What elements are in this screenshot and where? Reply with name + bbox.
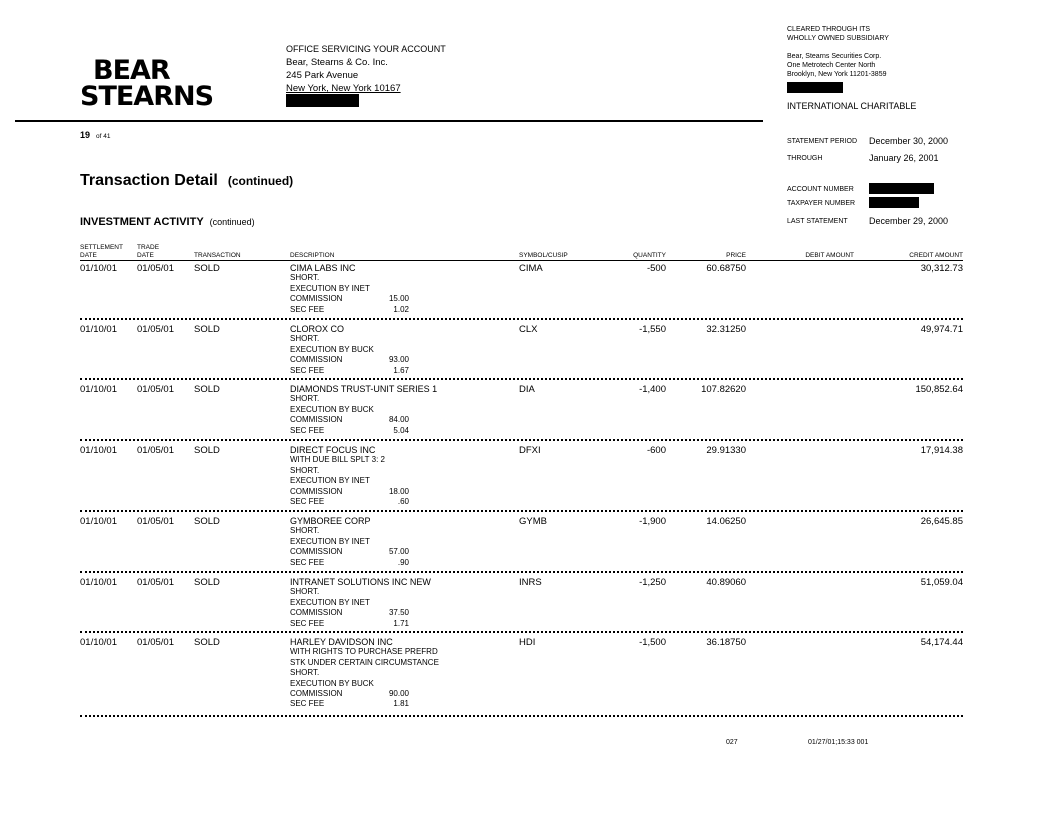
commission-label: COMMISSION [290,355,343,365]
price: 14.06250 [706,516,746,527]
transaction-type: SOLD [194,324,220,335]
office-street: 245 Park Avenue [286,70,359,81]
settlement-date: 01/10/01 [80,516,117,527]
col-settlement-2: DATE [80,252,97,259]
office-name: Bear, Stearns & Co. Inc. [286,57,388,68]
price: 107.82620 [701,384,746,395]
credit-amount: 30,312.73 [920,263,963,274]
sec-fee-amount: 5.04 [393,425,409,435]
symbol: HDI [519,637,536,648]
redacted-box [286,94,359,107]
office-city: New York, New York 10167 [286,83,401,94]
office-label: OFFICE SERVICING YOUR ACCOUNT [286,44,446,54]
commission-amount: 18.00 [388,486,409,496]
transaction-type: SOLD [194,445,220,456]
symbol: DIA [519,384,535,395]
last-statement-label: LAST STATEMENT [787,218,848,225]
description-line: SHORT. [290,668,320,678]
description-line: EXECUTION BY INET [290,476,370,486]
trade-date: 01/05/01 [137,445,174,456]
description [290,445,409,507]
sec-fee-line [290,699,439,709]
sec-fee-label: SEC FEE [290,497,325,507]
settlement-date: 01/10/01 [80,384,117,395]
redacted-account-number [869,183,934,194]
settlement-date: 01/10/01 [80,445,117,456]
col-description: DESCRIPTION [290,252,335,259]
title-continued: (continued) [227,174,294,188]
sec-fee-label: SEC FEE [290,557,325,567]
row-separator [80,510,963,512]
commission-label: COMMISSION [290,486,343,496]
price: 36.18750 [706,637,746,648]
section-main: INVESTMENT ACTIVITY [80,216,204,228]
trade-date: 01/05/01 [137,637,174,648]
commission-label: COMMISSION [290,608,343,618]
col-trade-1: TRADE [137,244,160,251]
trade-date: 01/05/01 [137,577,174,588]
price: 40.89060 [706,577,746,588]
col-transaction: TRANSACTION [194,252,241,259]
account-name: INTERNATIONAL CHARITABLE [787,101,917,111]
sec-fee-amount: 1.81 [393,699,409,709]
transaction-type: SOLD [194,577,220,588]
description [290,516,409,568]
quantity: -1,550 [639,324,666,335]
clearing-line-1: CLEARED THROUGH ITS [787,26,871,33]
clearing-city: Brooklyn, New York 11201-3859 [787,71,887,78]
col-quantity: QUANTITY [633,252,666,259]
col-trade-date [137,244,159,260]
col-symbol: SYMBOL/CUSIP [519,252,568,259]
description-line: WITH RIGHTS TO PURCHASE PREFRD [290,647,438,657]
sec-fee-label: SEC FEE [290,618,325,628]
commission-amount: 93.00 [388,355,409,365]
section-heading [80,216,255,228]
col-settlement-date [80,244,123,260]
row-separator [80,715,963,717]
col-price: PRICE [726,252,746,259]
clearing-corp: Bear, Stearns Securities Corp. [787,53,882,60]
col-credit: CREDIT AMOUNT [909,252,963,259]
credit-amount: 49,974.71 [920,324,963,335]
trade-date: 01/05/01 [137,324,174,335]
commission-line [290,547,409,557]
commission-amount: 90.00 [388,689,409,699]
sec-fee-label: SEC FEE [290,425,325,435]
col-trade-2: DATE [137,252,154,259]
commission-amount: 57.00 [388,547,409,557]
quantity: -500 [646,263,666,274]
logo-line-2: STEARNS [80,81,214,112]
redacted-taxpayer-number [869,197,919,208]
transaction-type: SOLD [194,516,220,527]
credit-amount: 26,645.85 [920,516,963,527]
col-settlement-1: SETTLEMENT [80,244,123,251]
quantity: -1,250 [639,577,666,588]
security-name: CLOROX CO [290,324,345,334]
commission-label: COMMISSION [290,547,343,557]
description-line: SHORT. [290,587,320,597]
row-separator [80,631,963,633]
transaction-type: SOLD [194,384,220,395]
sec-fee-line [290,558,409,568]
settlement-date: 01/10/01 [80,637,117,648]
commission-line [290,294,409,304]
trade-date: 01/05/01 [137,384,174,395]
description [290,384,437,436]
price: 29.91330 [706,445,746,456]
description-line: EXECUTION BY INET [290,536,370,546]
clearing-line-2: WHOLLY OWNED SUBSIDIARY [787,35,889,42]
symbol: DFXI [519,445,541,456]
description-line: SHORT. [290,394,320,404]
settlement-date: 01/10/01 [80,263,117,274]
security-name: DIAMONDS TRUST-UNIT SERIES 1 [290,384,438,394]
bear-stearns-logo [80,55,214,112]
description [290,324,409,376]
description [290,577,431,629]
description-line: SHORT. [290,526,320,536]
row-separator [80,439,963,441]
commission-amount: 84.00 [388,415,409,425]
description-line: SHORT. [290,334,320,344]
sec-fee-amount: 1.67 [393,365,409,375]
quantity: -600 [646,445,666,456]
footer-timestamp: 01/27/01;15:33 001 [808,739,869,746]
statement-period-label: STATEMENT PERIOD [787,138,858,145]
clearing-address [787,52,887,96]
credit-amount: 54,174.44 [920,637,963,648]
footer-code: 027 [726,739,738,746]
symbol: INRS [519,577,542,588]
page-number [80,130,110,140]
commission-line [290,355,409,365]
trade-date: 01/05/01 [137,263,174,274]
settlement-date: 01/10/01 [80,324,117,335]
page-title [80,172,293,190]
description-line: EXECUTION BY BUCK [290,404,374,414]
sec-fee-label: SEC FEE [290,365,325,375]
commission-line [290,689,439,699]
commission-label: COMMISSION [290,689,343,699]
sec-fee-amount: 1.71 [393,618,409,628]
description [290,263,409,315]
through-value: January 26, 2001 [869,153,939,163]
commission-line [290,487,409,497]
transaction-type: SOLD [194,637,220,648]
quantity: -1,500 [639,637,666,648]
security-name: CIMA LABS INC [290,263,356,273]
clearing-note [787,25,889,43]
description-line: EXECUTION BY BUCK [290,678,374,688]
sec-fee-line [290,366,409,376]
credit-amount: 51,059.04 [920,577,963,588]
description-line: EXECUTION BY INET [290,597,370,607]
trade-date: 01/05/01 [137,516,174,527]
sec-fee-amount: .90 [397,557,409,567]
commission-line [290,608,431,618]
transaction-type: SOLD [194,263,220,274]
commission-amount: 37.50 [388,608,409,618]
description-line: EXECUTION BY BUCK [290,344,374,354]
description [290,637,439,710]
statement-period-value: December 30, 2000 [869,136,949,146]
logo-line-1: BEAR [93,55,170,86]
header-rule [15,120,763,122]
page-total: of 41 [96,133,111,140]
sec-fee-line [290,426,437,436]
sec-fee-line [290,619,431,629]
commission-label: COMMISSION [290,415,343,425]
sec-fee-line [290,497,409,507]
col-debit: DEBIT AMOUNT [805,252,854,259]
taxpayer-number-label: TAXPAYER NUMBER [787,200,856,207]
description-line: STK UNDER CERTAIN CIRCUMSTANCE [290,657,439,667]
title-main: Transaction Detail [80,172,218,189]
quantity: -1,900 [639,516,666,527]
row-separator [80,378,963,380]
description-line: SHORT. [290,273,320,283]
account-number-label: ACCOUNT NUMBER [787,186,854,193]
symbol: GYMB [519,516,547,527]
symbol: CIMA [519,263,543,274]
sec-fee-amount: 1.02 [393,304,409,314]
credit-amount: 17,914.38 [920,445,963,456]
row-separator [80,571,963,573]
security-name: DIRECT FOCUS INC [290,445,376,455]
sec-fee-label: SEC FEE [290,699,325,709]
through-label: THROUGH [787,155,823,162]
price: 32.31250 [706,324,746,335]
sec-fee-label: SEC FEE [290,304,325,314]
settlement-date: 01/10/01 [80,577,117,588]
sec-fee-amount: .60 [397,497,409,507]
description-line: SHORT. [290,465,320,475]
quantity: -1,400 [639,384,666,395]
security-name: INTRANET SOLUTIONS INC NEW [290,577,431,587]
security-name: HARLEY DAVIDSON INC [290,637,393,647]
commission-label: COMMISSION [290,294,343,304]
office-block [286,44,446,110]
redacted-box [787,82,843,93]
credit-amount: 150,852.64 [915,384,963,395]
sec-fee-line [290,305,409,315]
last-statement-value: December 29, 2000 [869,216,949,226]
symbol: CLX [519,324,538,335]
description-line: WITH DUE BILL SPLT 3: 2 [290,455,385,465]
security-name: GYMBOREE CORP [290,516,371,526]
row-separator [80,318,963,320]
clearing-center: One Metrotech Center North [787,62,876,69]
commission-amount: 15.00 [388,294,409,304]
description-line: EXECUTION BY INET [290,283,370,293]
column-header-rule [80,260,963,261]
commission-line [290,415,437,425]
section-continued: (continued) [209,217,255,227]
page-current: 19 [80,130,91,140]
price: 60.68750 [706,263,746,274]
